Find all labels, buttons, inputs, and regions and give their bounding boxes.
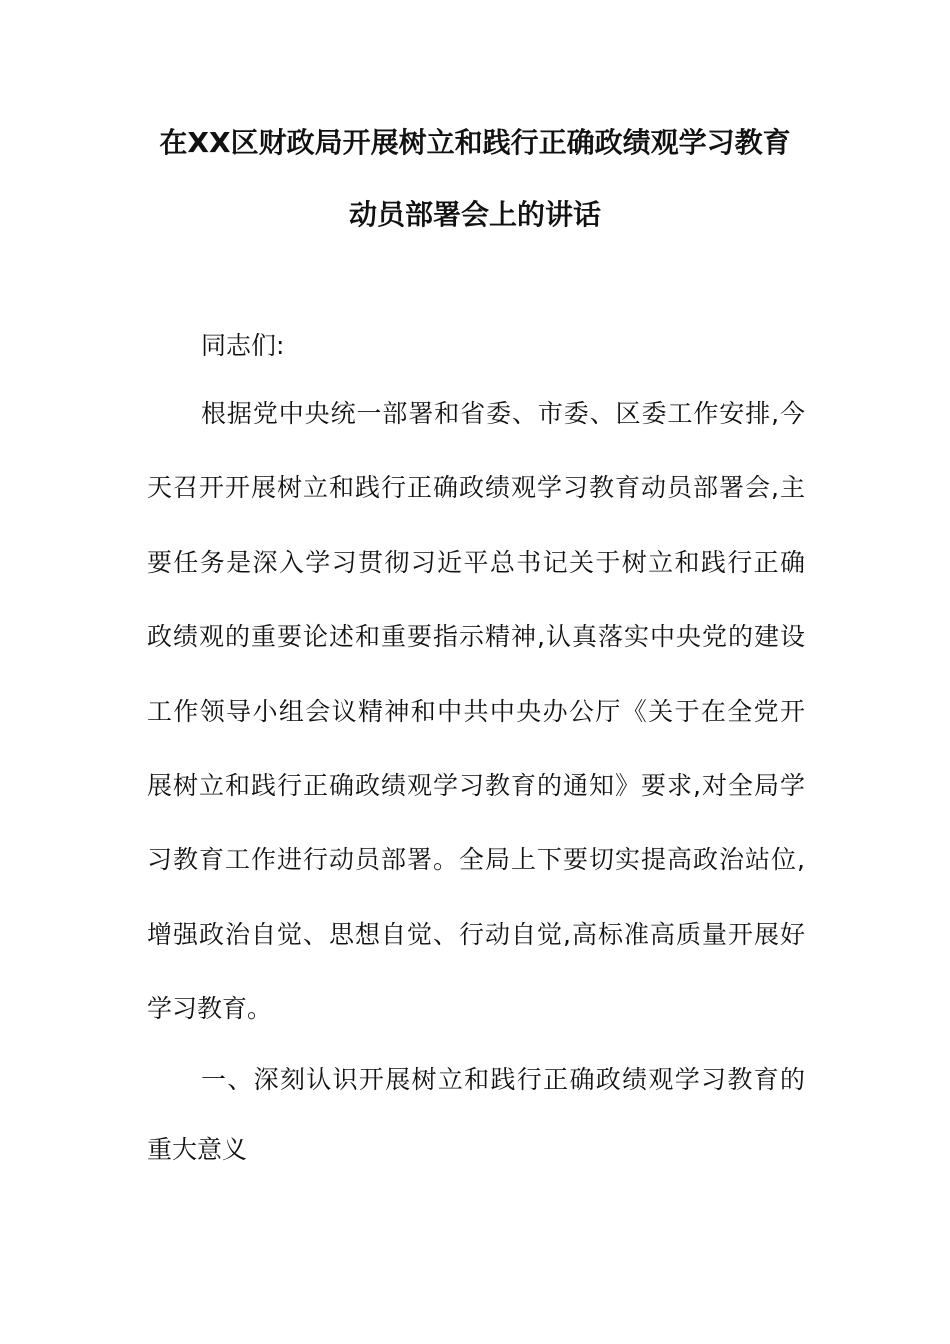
paragraph-line: 展树立和践行正确政绩观学习教育的通知》要求,对全局学 xyxy=(147,771,805,800)
paragraph-line: 天召开开展树立和践行正确政绩观学习教育动员部署会,主 xyxy=(147,473,805,502)
paragraph-line: 增强政治自觉、思想自觉、行动自觉,高标准高质量开展好 xyxy=(147,920,805,949)
heading-line: 重大意义 xyxy=(147,1135,248,1164)
heading-line: 一、深刻认识开展树立和践行正确政绩观学习教育的 xyxy=(201,1065,805,1094)
paragraph-line: 工作领导小组会议精神和中共中央办公厅《关于在全党开 xyxy=(147,697,805,726)
document-title-line-2: 动员部署会上的讲话 xyxy=(348,198,601,231)
paragraph-line: 习教育工作进行动员部署。全局上下要切实提高政治站位, xyxy=(147,845,805,874)
salutation: 同志们: xyxy=(201,331,285,360)
paragraph-line: 根据党中央统一部署和省委、市委、区委工作安排,今 xyxy=(201,399,805,428)
document-title-line-1: 在XX区财政局开展树立和践行正确政绩观学习教育 xyxy=(159,126,791,159)
paragraph-line: 要任务是深入学习贯彻习近平总书记关于树立和践行正确 xyxy=(147,548,805,577)
paragraph-line: 政绩观的重要论述和重要指示精神,认真落实中央党的建设 xyxy=(147,622,805,651)
paragraph-line: 学习教育。 xyxy=(147,994,273,1023)
